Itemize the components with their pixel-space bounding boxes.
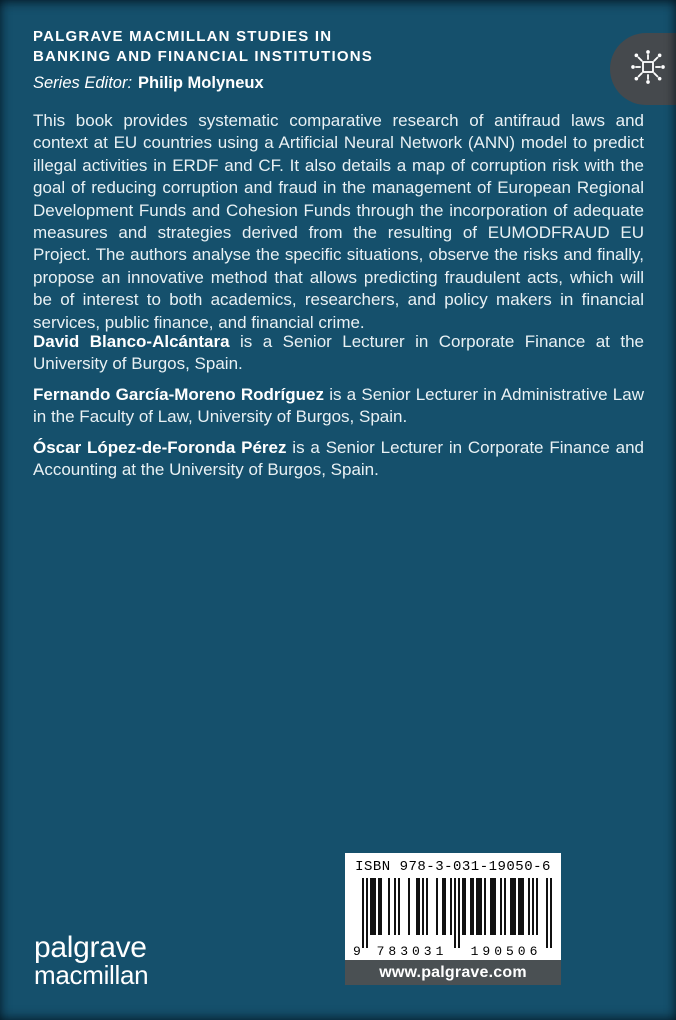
author-name: David Blanco-Alcántara — [33, 332, 230, 351]
author-name: Fernando García-Moreno Rodríguez — [33, 384, 324, 404]
author-bio — [33, 437, 644, 482]
palgrave-macmillan-logo — [34, 931, 149, 990]
book-description: This book provides systematic comparative research of antifraud laws and context at EU countries using a Artificial Neural Network (ANN) model to predict illegal activities in ERDF and CF. It also details a map of corruption risk with the goal of reducing corruption and fraud in the management of European Regional Development Funds and Cohesion Funds through the incorporation of adequate measures and strategies derived from the resulting of EUMODFRAUD EU Project. The authors analyse the specific situations, observe the risks and finally, propose an innovative method that allows predicting fraudulent acts, which will be of interest to both academics, researchers, and policy makers in financial services, public finance, and financial crime. — [33, 111, 644, 332]
author-bio — [33, 384, 644, 429]
author-bios — [33, 331, 644, 489]
barcode-digit-prefix: 9 — [353, 944, 361, 959]
publisher-website: www.palgrave.com — [345, 960, 561, 985]
publisher-brand-tab — [610, 33, 676, 105]
barcode-digits-right: 190506 — [470, 944, 542, 959]
series-title-line-1: PALGRAVE MACMILLAN STUDIES IN — [33, 28, 333, 45]
ean13-barcode — [353, 878, 553, 960]
author-bio-text: is a Senior Lecturer in Corporate Finance and Accounting at the University of Burgos, Spain. — [33, 437, 644, 480]
barcode-digits-left: 783031 — [376, 944, 448, 959]
palgrave-star-icon — [628, 47, 668, 92]
logo-macmillan: macmillan — [34, 960, 149, 990]
author-name: Óscar López-de-Foronda Pérez — [33, 437, 287, 457]
logo-palgrave: palgrave — [34, 931, 147, 964]
series-editor-name: Philip Molyneux — [138, 74, 264, 92]
isbn-barcode-block — [345, 853, 561, 985]
author-bio-text: is a Senior Lecturer in Corporate Finance at the University of Burgos, Spain. — [33, 332, 644, 374]
isbn-label: ISBN 978-3-031-19050-6 — [355, 859, 551, 875]
series-header — [33, 27, 593, 94]
series-editor-label: Series Editor: — [33, 74, 133, 92]
author-bio-text: is a Senior Lecturer in Administrative Law in the Faculty of Law, University of Burgos, Spain. — [33, 384, 644, 427]
barcode-box — [345, 853, 561, 960]
series-title-line-2: BANKING AND FINANCIAL INSTITUTIONS — [33, 48, 373, 65]
series-editor — [33, 73, 593, 94]
author-bio — [33, 331, 644, 376]
